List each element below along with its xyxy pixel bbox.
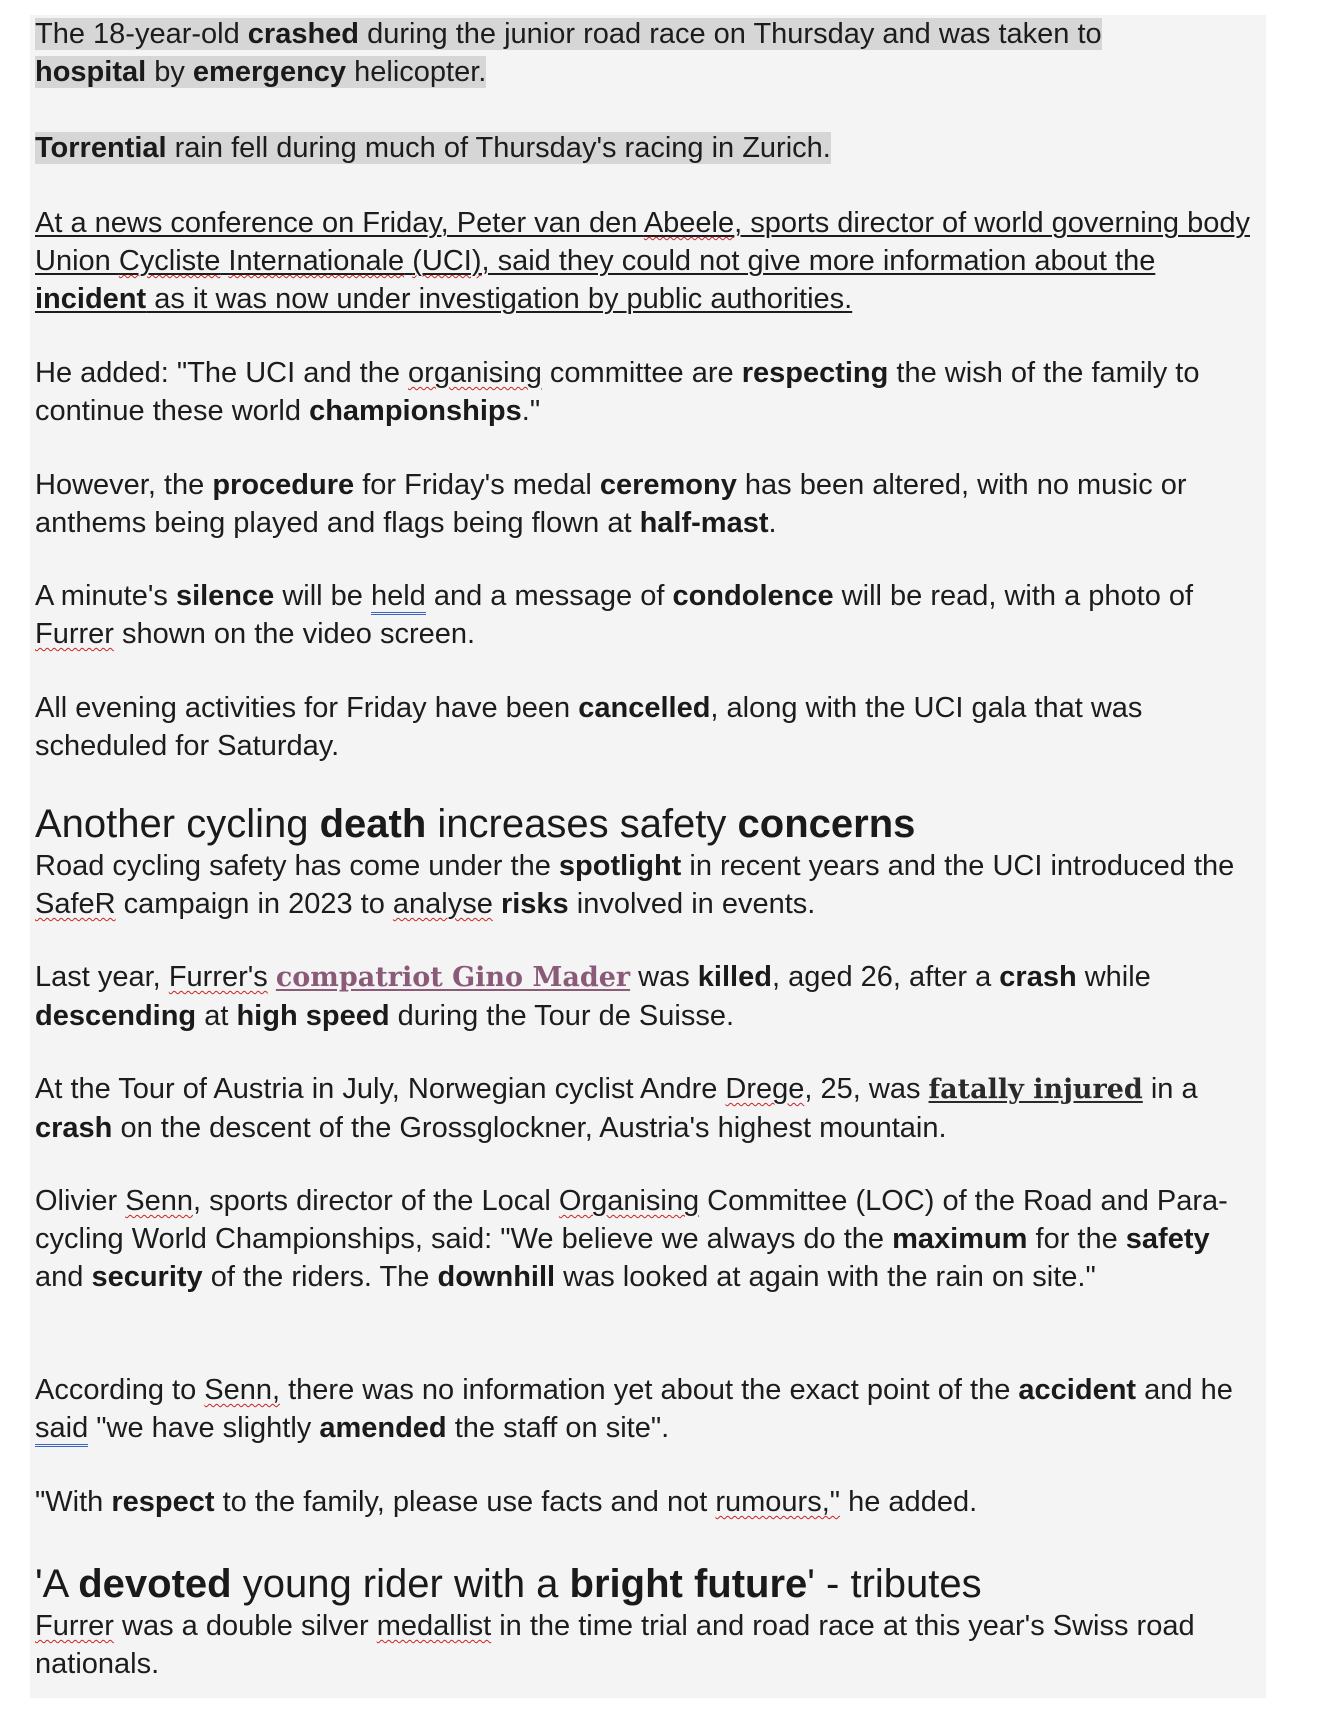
- bold-word: ceremony: [599, 469, 737, 501]
- spelling-error-word[interactable]: Cycliste: [118, 245, 221, 277]
- paragraph-news-conference: At a news conference on Friday, Peter van den Abeele, sports director of world governing body Union Cycliste Internationale (UCI), said they could not give more information about the incident as it was now under investigation by public authorities.: [35, 207, 1250, 315]
- bold-word: emergency: [192, 56, 347, 88]
- spelling-error-word[interactable]: medallist: [376, 1610, 492, 1642]
- spelling-error-word[interactable]: (UCI): [412, 245, 482, 277]
- paragraph-andre-drege: At the Tour of Austria in July, Norwegian cyclist Andre Drege, 25, was fatally injured in a crash on the descent of the Grossglockner, Austria's highest mountain.: [35, 1073, 1198, 1144]
- paragraph-minute-silence: A minute's silence will be held and a message of condolence will be read, with a photo of Furrer shown on the video screen.: [35, 580, 1194, 650]
- highlighted-text: Torrential rain fell during much of Thursday's racing in Zurich.: [35, 132, 831, 164]
- bold-word: condolence: [672, 580, 834, 612]
- spelling-error-word[interactable]: analyse: [392, 888, 493, 920]
- spelling-error-word[interactable]: rumours,": [715, 1486, 841, 1518]
- spelling-error-word[interactable]: Drege: [725, 1073, 805, 1105]
- bold-word: high speed: [236, 1000, 390, 1032]
- compatriot-gino-mader-link[interactable]: compatriot Gino Mader: [275, 962, 631, 993]
- fatally-injured-link[interactable]: fatally injured: [928, 1074, 1143, 1105]
- paragraph-crash-report: [35, 15, 1265, 91]
- bold-word: Torrential: [35, 132, 167, 164]
- bold-word: hospital: [35, 56, 147, 88]
- highlighted-text: The 18-year-old crashed during the junior road race on Thursday and was taken to: [35, 18, 1102, 50]
- bold-word: half-mast: [639, 507, 769, 539]
- bold-word: silence: [175, 580, 275, 612]
- paragraph-gino-mader: Last year, Furrer's compatriot Gino Mader was killed, aged 26, after a crash while descending at high speed during the Tour de Suisse.: [35, 961, 1151, 1032]
- section-heading-tributes: 'A devoted young rider with a bright future' - tributes: [35, 1562, 982, 1606]
- bold-word: crash: [999, 961, 1077, 993]
- bold-word: accident: [1018, 1374, 1137, 1406]
- spelling-error-word[interactable]: Furrer: [35, 618, 114, 650]
- grammar-flag-word[interactable]: said: [35, 1412, 88, 1447]
- bold-word: risks: [500, 888, 569, 920]
- bold-word: incident: [35, 283, 147, 315]
- bold-word: amended: [319, 1412, 447, 1444]
- paragraph-furrer-medallist: Furrer was a double silver medallist in the time trial and road race at this year's Swiss road nationals.: [35, 1610, 1195, 1680]
- paragraph-with-respect: "With respect to the family, please use facts and not rumours," he added.: [35, 1486, 978, 1518]
- bold-word: bright future: [569, 1562, 808, 1606]
- paragraph-medal-ceremony: However, the procedure for Friday's medal ceremony has been altered, with no music or anthems being played and flags being flown at half-mast.: [35, 469, 1187, 539]
- section-heading-safety-concerns: Another cycling death increases safety concerns: [35, 802, 916, 846]
- grammar-flag-word[interactable]: held: [371, 580, 426, 615]
- bold-word: downhill: [437, 1261, 556, 1293]
- paragraph-evening-activities: All evening activities for Friday have been cancelled, along with the UCI gala that was scheduled for Saturday.: [35, 692, 1143, 762]
- bold-word: death: [319, 802, 427, 846]
- bold-word: respecting: [741, 357, 889, 389]
- bold-word: crash: [35, 1112, 113, 1144]
- bold-word: championships: [309, 395, 522, 427]
- bold-word: devoted: [78, 1562, 232, 1606]
- bold-word: security: [91, 1261, 203, 1293]
- spelling-error-word[interactable]: organising: [408, 357, 542, 389]
- spelling-error-word[interactable]: Organising: [558, 1185, 700, 1217]
- bold-word: procedure: [212, 469, 355, 501]
- bold-word: descending: [35, 1000, 197, 1032]
- bold-word: concerns: [737, 802, 916, 846]
- bold-word: safety: [1125, 1223, 1210, 1255]
- bold-word: cancelled: [578, 692, 711, 724]
- spelling-error-word[interactable]: Senn,: [204, 1374, 281, 1406]
- spelling-error-word[interactable]: Senn: [125, 1185, 193, 1217]
- paragraph-olivier-senn: Olivier Senn, sports director of the Local Organising Committee (LOC) of the Road and Para-cycling World Championships, said: "We believe we always do the maximum for the safety and security of the riders. The downhill was looked at again with the rain on site.": [35, 1185, 1228, 1293]
- highlighted-text: hospital by emergency helicopter.: [35, 56, 487, 88]
- bold-word: crashed: [247, 18, 360, 50]
- paragraph-safer-campaign: Road cycling safety has come under the spotlight in recent years and the UCI introduced the SafeR campaign in 2023 to analyse risks involved in events.: [35, 850, 1235, 920]
- spelling-error-word[interactable]: Furrer: [35, 1610, 114, 1642]
- paragraph-according-to-senn: According to Senn, there was no information yet about the exact point of the accident and he said "we have slightly amended the staff on site".: [35, 1371, 1265, 1447]
- bold-word: maximum: [892, 1223, 1028, 1255]
- paragraph-he-added: He added: "The UCI and the organising committee are respecting the wish of the family to continue these world championships.": [35, 357, 1200, 427]
- bold-word: spotlight: [558, 850, 682, 882]
- paragraph-torrential-rain: [35, 129, 1265, 167]
- spelling-error-word[interactable]: Abeele: [643, 207, 735, 239]
- spelling-error-word[interactable]: Internationale: [228, 245, 405, 277]
- bold-word: killed: [697, 961, 772, 993]
- spelling-error-word[interactable]: SafeR: [35, 888, 116, 920]
- bold-word: respect: [111, 1486, 215, 1518]
- spelling-error-word[interactable]: Furrer's: [168, 961, 268, 993]
